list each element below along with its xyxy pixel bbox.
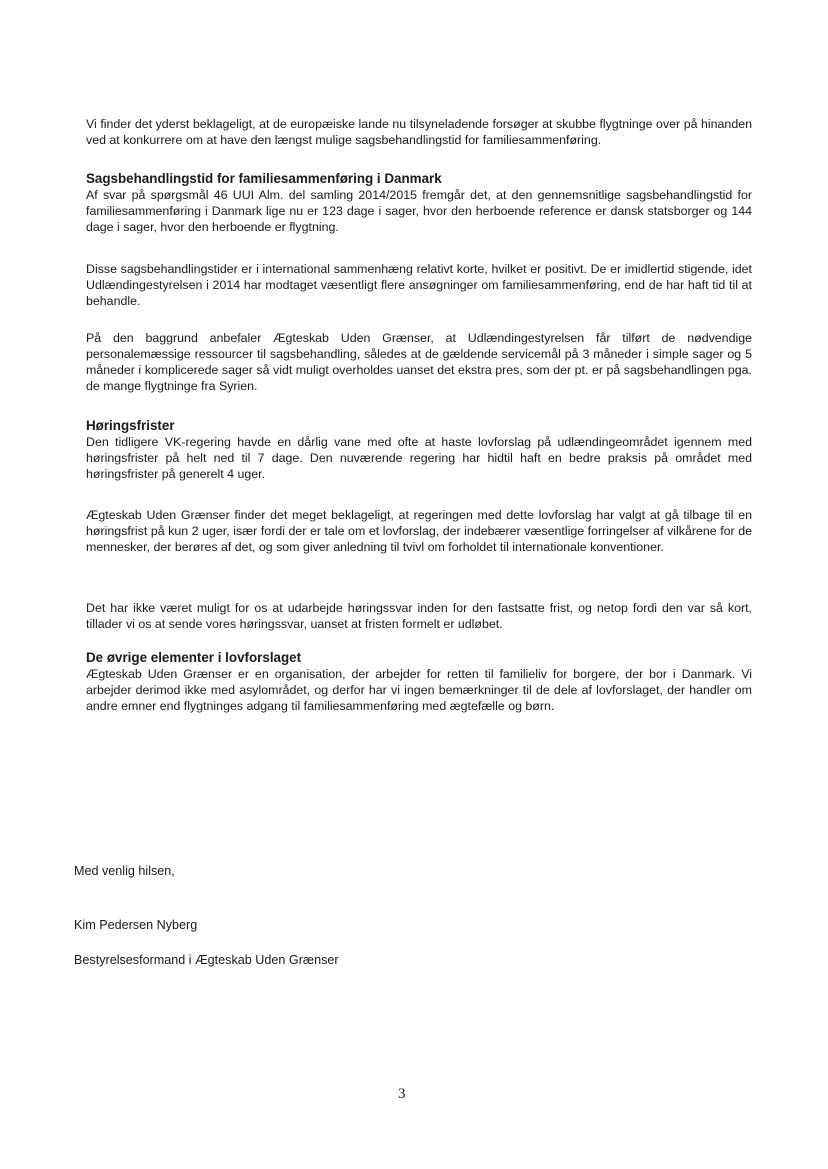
section-heading: Sagsbehandlingstid for familiesammenføring i Danmark xyxy=(86,171,442,186)
section-ovrige-elementer xyxy=(86,650,752,714)
paragraph: Ægteskab Uden Grænser er en organisation, der arbejder for retten til familieliv for borgere, der bor i Danmark. Vi arbejder derimod ikke med asylområdet, og derfor har vi ingen bemærkninger til de dele af lovforslaget, der handler om andre emner end flygtninges adgang til familiesammenføring med ægtefælle og børn. xyxy=(86,667,752,713)
paragraph: Den tidligere VK-regering havde en dårlig vane med ofte at haste lovforslag på udlændingeområdet igennem med høringsfrister på helt ned til 7 dage. Den nuværende regering har hidtil haft en bedre praksis på området med høringsfrister på generelt 4 uger. xyxy=(86,435,752,481)
closing-greeting: Med venlig hilsen, xyxy=(74,864,175,878)
paragraph: Ægteskab Uden Grænser finder det meget beklageligt, at regeringen med dette lovforslag har valgt at gå tilbage til en høringsfrist på kun 2 uger, især fordi der er tale om et lovforslag, der indebærer væsentlige forringelser af vilkårene for de mennesker, der berøres af det, og som giver anledning til tvivl om forholdet til internationale konventioner. xyxy=(86,508,752,554)
paragraph: Disse sagsbehandlingstider er i international sammenhæng relativt korte, hvilket er positivt. De er imidlertid stigende, idet Udlændingestyrelsen i 2014 har modtaget væsentligt flere ansøgninger om familiesammenføring, end de har haft tid til at behandle. xyxy=(86,262,752,308)
intro-paragraph: Vi finder det yderst beklageligt, at de europæiske lande nu tilsyneladende forsøger at skubbe flygtninge over på hinanden ved at konkurrere om at have den længst mulige sagsbehandlingstid for familiesammenføring. xyxy=(86,117,752,147)
signer-name: Kim Pedersen Nyberg xyxy=(74,918,198,932)
signer-title: Bestyrelsesformand i Ægteskab Uden Grænser xyxy=(74,953,339,967)
section-sagsbehandlingstid xyxy=(86,171,752,235)
page-number: 3 xyxy=(398,1086,406,1102)
paragraph: Af svar på spørgsmål 46 UUI Alm. del samling 2014/2015 fremgår det, at den gennemsnitlige sagsbehandlingstid for familiesammenføring i Danmark lige nu er 123 dage i sager, hvor den herboende reference er dansk statsborger og 144 dage i sager, hvor den herboende er flygtning. xyxy=(86,188,752,234)
section-horingsfrister xyxy=(86,418,752,482)
paragraph: Det har ikke været muligt for os at udarbejde høringssvar inden for den fastsatte frist, og netop fordi den var så kort, tillader vi os at sende vores høringssvar, uanset at fristen formelt er udløbet. xyxy=(86,601,752,631)
section-heading: Høringsfrister xyxy=(86,418,175,433)
paragraph: På den baggrund anbefaler Ægteskab Uden Grænser, at Udlændingestyrelsen får tilført de nødvendige personalemæssige ressourcer til sagsbehandling, således at de gældende servicemål på 3 måneder i simple sager og 5 måneder i komplicerede sager så vidt muligt overholdes uanset det ekstra pres, som der pt. er på sagsbehandlingen pga. de mange flygtninge fra Syrien. xyxy=(86,331,752,393)
section-heading: De øvrige elementer i lovforslaget xyxy=(86,650,302,665)
